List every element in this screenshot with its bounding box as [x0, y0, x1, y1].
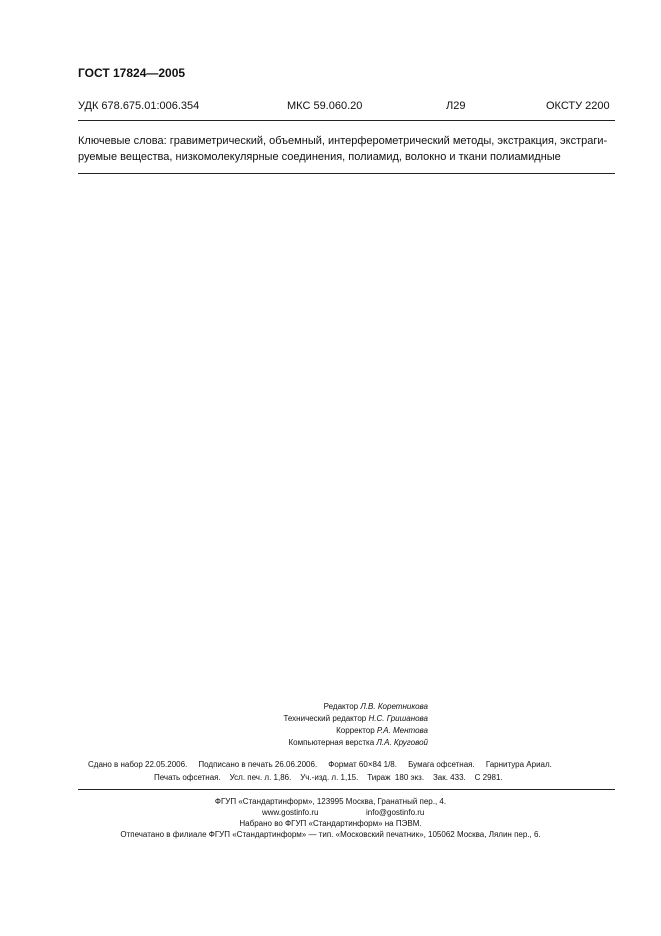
keywords-line-1: Ключевые слова: гравиметрический, объемный, интерферометрический методы, экстракция, экстраги-: [78, 135, 608, 147]
staff-role: Технический редактор: [283, 714, 367, 723]
staff-corrector: [200, 726, 428, 735]
staff-person: Н.С. Гришанова: [368, 714, 428, 723]
mks-code: МКС 59.060.20: [287, 100, 363, 112]
staff-tech-editor: [200, 714, 428, 723]
staff-layout: [200, 738, 428, 747]
staff-person: Л.А. Круговой: [376, 738, 428, 747]
publisher-email: info@gostinfo.ru: [366, 808, 425, 817]
imprint-line-1: Сдано в набор 22.05.2006. Подписано в печать 26.06.2006. Формат 60×84 1/8. Бумага офсетная. Гарнитура Ариал.: [88, 760, 552, 769]
typeset-note: Набрано во ФГУП «Стандартинформ» на ПЭВМ.: [239, 819, 422, 828]
imprint-line-2: Печать офсетная. Усл. печ. л. 1,86. Уч.-изд. л. 1,15. Тираж 180 экз. Зак. 433. С 2981.: [154, 773, 503, 782]
publisher-website: www.gostinfo.ru: [262, 808, 319, 817]
okstu-code: ОКСТУ 2200: [546, 100, 610, 112]
divider-keywords: [78, 173, 615, 174]
staff-role: Компьютерная верстка: [288, 738, 375, 747]
keywords-line-2: руемые вещества, низкомолекулярные соединения, полиамид, волокно и ткани полиамидные: [78, 151, 561, 163]
publisher-address: ФГУП «Стандартинформ», 123995 Москва, Гранатный пер., 4.: [214, 797, 447, 806]
keywords-block: [78, 133, 615, 165]
staff-editor: [200, 702, 428, 711]
document-title: ГОСТ 17824—2005: [78, 66, 186, 80]
divider-imprint: [78, 789, 615, 790]
staff-person: Р.А. Ментова: [376, 726, 428, 735]
staff-role: Корректор: [336, 726, 375, 735]
staff-role: Редактор: [323, 702, 359, 711]
printing-note: Отпечатано в филиале ФГУП «Стандартинформ» — тип. «Московский печатник», 105062 Москва, Лялин пер., 6.: [120, 830, 541, 839]
udk-code: УДК 678.675.01:006.354: [78, 100, 200, 112]
staff-person: Л.В. Коретникова: [360, 702, 428, 711]
divider-top: [78, 120, 615, 121]
group-code: Л29: [446, 100, 466, 112]
